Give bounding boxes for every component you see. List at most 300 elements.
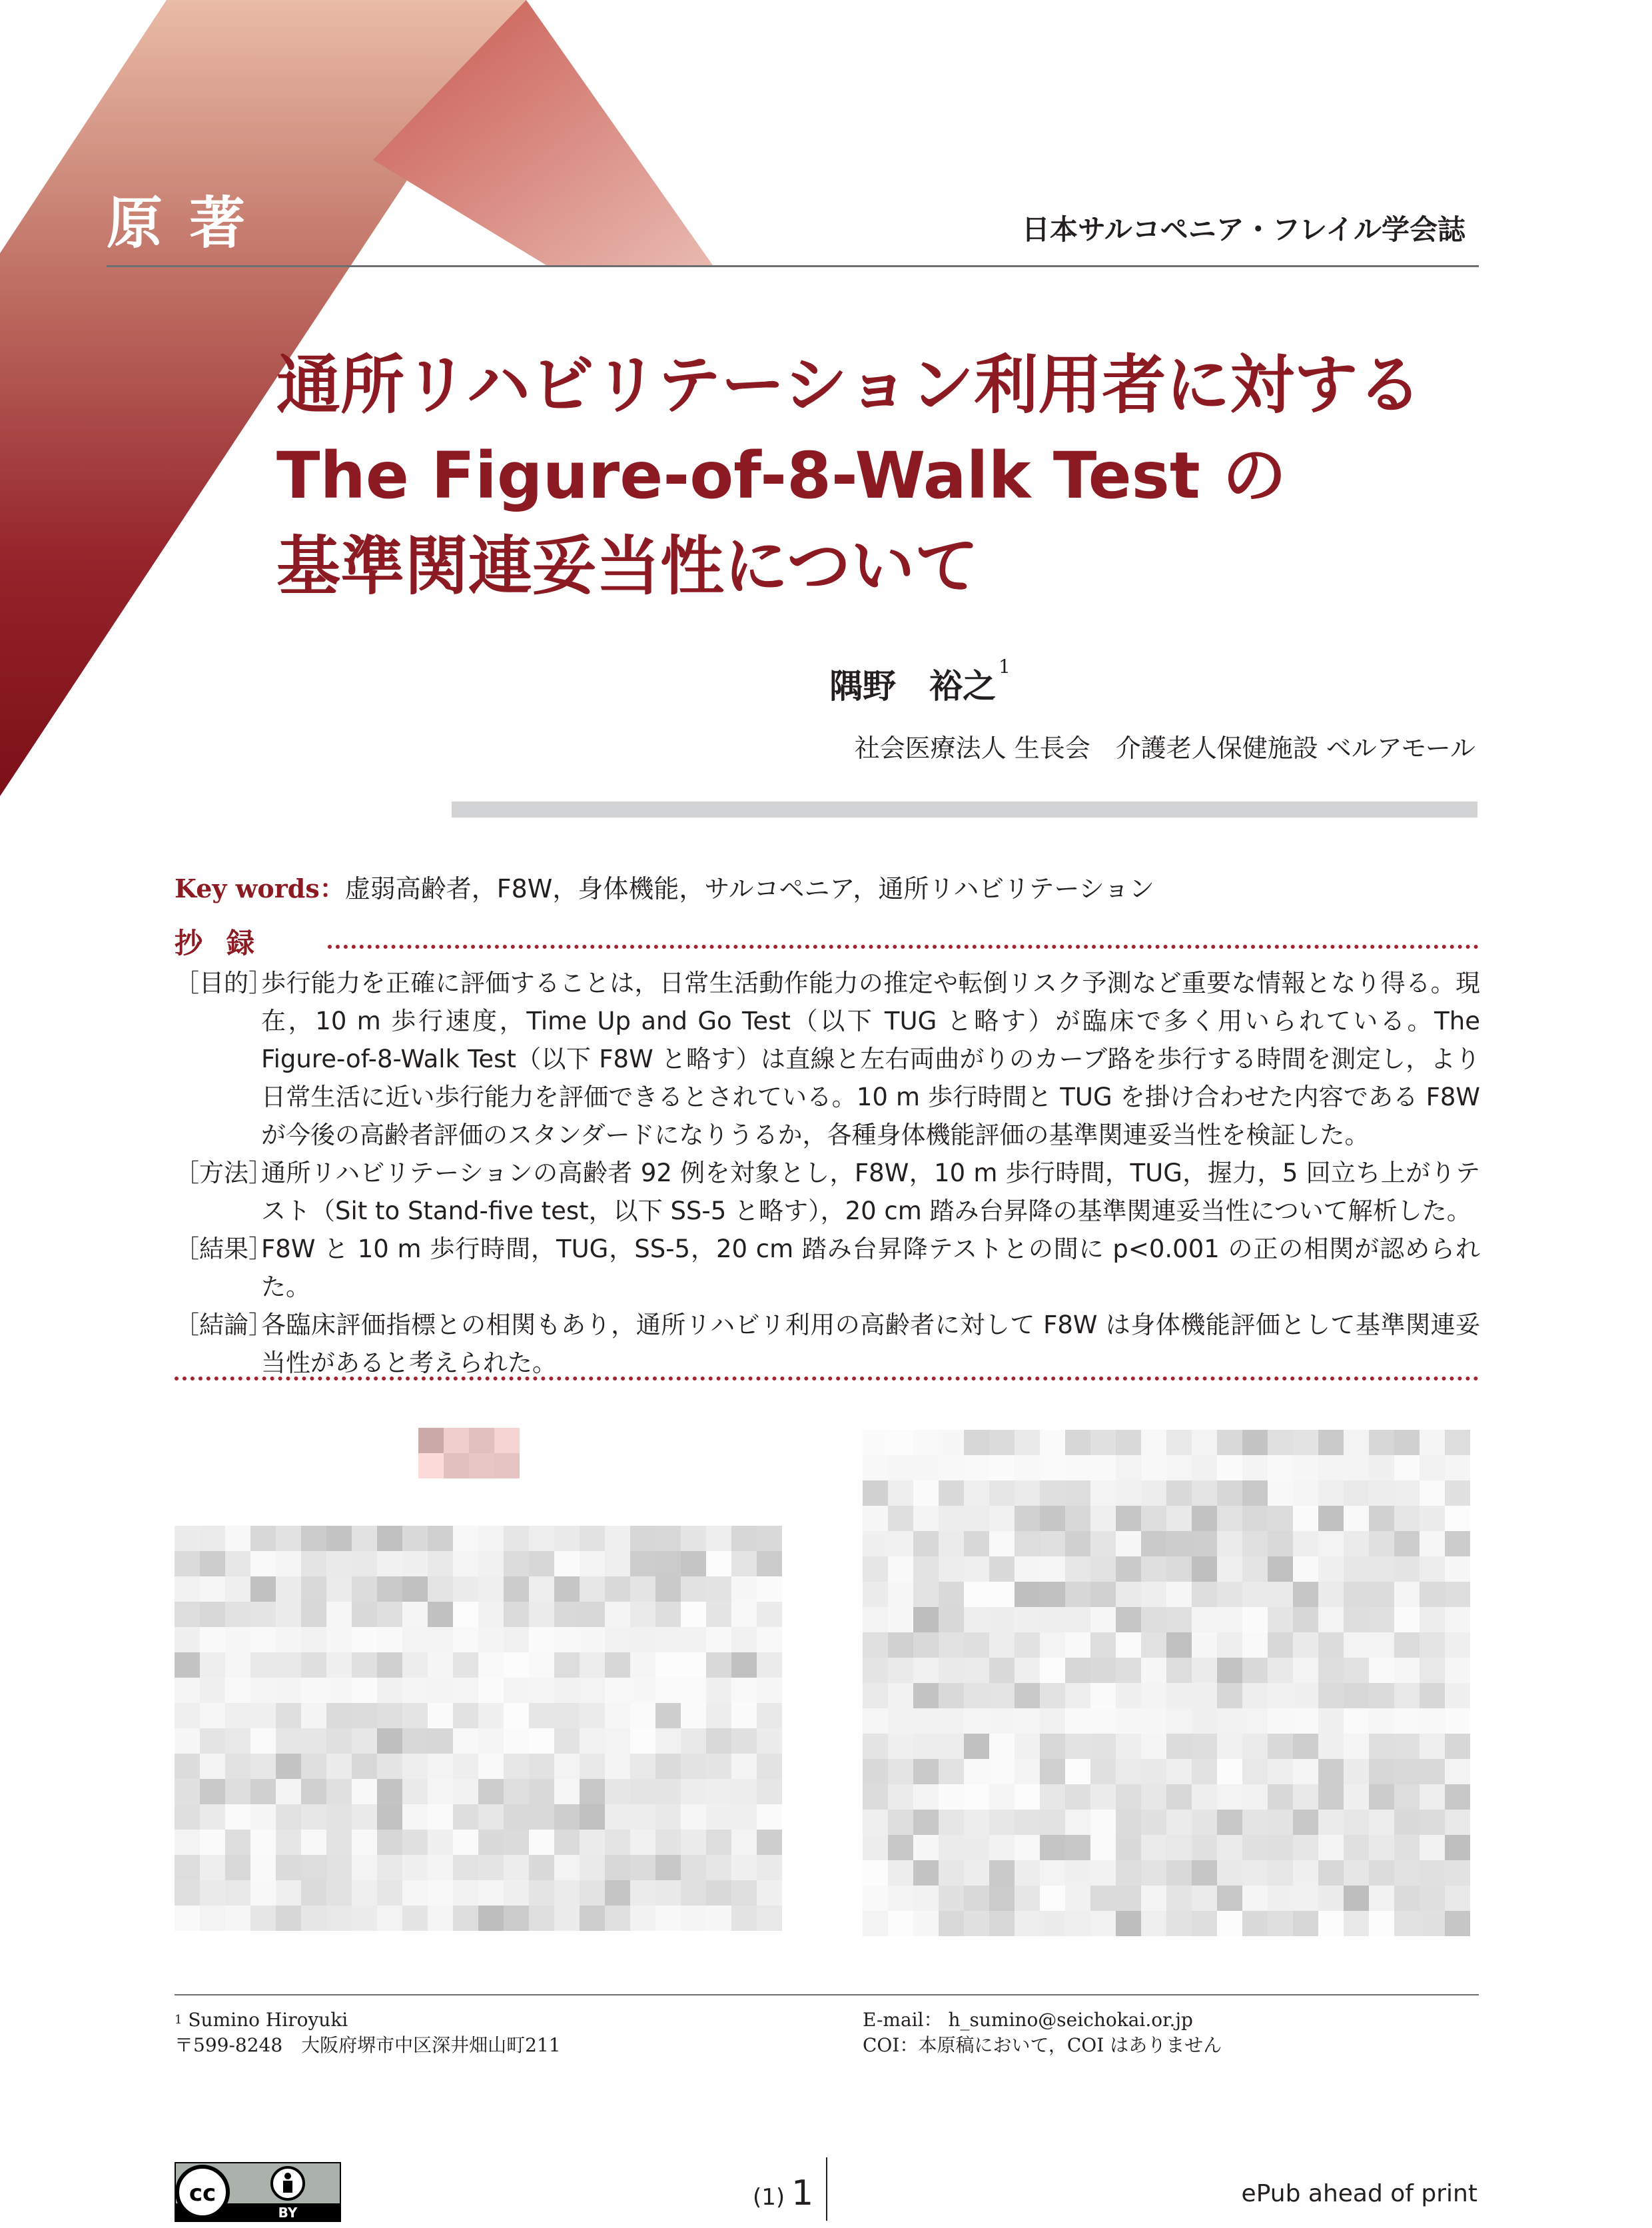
blurred-text-right-column	[863, 1430, 1479, 1952]
mosaic-cell	[428, 1728, 453, 1754]
mosaic-cell	[1293, 1531, 1318, 1556]
mosaic-cell	[250, 1830, 276, 1855]
mosaic-cell	[863, 1784, 888, 1810]
mosaic-cell	[1015, 1911, 1040, 1936]
mosaic-cell	[301, 1678, 326, 1703]
mosaic-cell	[706, 1880, 731, 1906]
mosaic-cell	[1344, 1582, 1369, 1607]
mosaic-cell	[1242, 1582, 1268, 1607]
mosaic-cell	[1192, 1810, 1217, 1835]
mosaic-cell	[706, 1855, 731, 1880]
mosaic-cell	[301, 1880, 326, 1906]
mosaic-cell	[200, 1652, 225, 1678]
mosaic-cell	[630, 1678, 655, 1703]
mosaic-cell	[478, 1728, 504, 1754]
mosaic-cell	[605, 1602, 630, 1627]
mosaic-cell	[1217, 1810, 1242, 1835]
mosaic-cell	[1040, 1430, 1065, 1455]
mosaic-cell	[1394, 1683, 1420, 1708]
mosaic	[863, 1430, 1479, 1952]
mosaic-cell	[1420, 1911, 1445, 1936]
mosaic-cell	[326, 1804, 352, 1830]
mosaic-cell	[1369, 1759, 1394, 1784]
section-label: ［方法］	[175, 1159, 273, 1187]
mosaic-cell	[1166, 1632, 1192, 1658]
mosaic-cell	[1420, 1506, 1445, 1531]
mosaic-cell	[964, 1759, 989, 1784]
mosaic-cell	[1090, 1708, 1116, 1734]
mosaic-cell	[200, 1855, 225, 1880]
mosaic-cell	[1268, 1886, 1293, 1911]
mosaic-cell	[554, 1830, 580, 1855]
mosaic-cell	[706, 1652, 731, 1678]
mosaic-cell	[377, 1652, 402, 1678]
mosaic-cell	[605, 1728, 630, 1754]
mosaic-cell	[301, 1855, 326, 1880]
mosaic-cell	[939, 1784, 964, 1810]
mosaic-cell	[478, 1627, 504, 1652]
mosaic-cell	[1116, 1531, 1141, 1556]
mosaic-cell	[913, 1430, 939, 1455]
mosaic-cell	[352, 1804, 377, 1830]
mosaic-cell	[504, 1652, 529, 1678]
mosaic-cell	[681, 1576, 706, 1602]
mosaic-cell	[888, 1734, 913, 1759]
mosaic-cell	[706, 1602, 731, 1627]
mosaic-cell	[1268, 1658, 1293, 1683]
mosaic-cell	[655, 1526, 681, 1551]
mosaic-cell	[1369, 1810, 1394, 1835]
section-label: ［結果］	[175, 1235, 273, 1263]
mosaic-cell	[326, 1728, 352, 1754]
mosaic-cell	[964, 1531, 989, 1556]
mosaic-cell	[1217, 1759, 1242, 1784]
mosaic-cell	[402, 1551, 428, 1576]
mosaic-cell	[1268, 1556, 1293, 1582]
mosaic-cell	[453, 1855, 478, 1880]
mosaic-cell	[428, 1880, 453, 1906]
mosaic-cell	[1217, 1886, 1242, 1911]
mosaic-cell	[276, 1779, 301, 1804]
mosaic-cell	[964, 1506, 989, 1531]
mosaic-cell	[1116, 1455, 1141, 1480]
mosaic-cell	[1166, 1734, 1192, 1759]
mosaic-cell	[913, 1480, 939, 1506]
mosaic-cell	[1293, 1708, 1318, 1734]
mosaic-cell	[706, 1526, 731, 1551]
mosaic-cell	[175, 1678, 200, 1703]
section-text: 通所リハビリテーションの高齢者 92 例を対象とし，F8W，10 m 歩行時間，TUG，握力，5 回立ち上がりテスト（Sit to Stand-five test，以下 SS-5 と略す），20 cm 踏み台昇降の基準関連妥当性について解析した。	[261, 1159, 1480, 1225]
mosaic-cell	[1420, 1759, 1445, 1784]
mosaic-cell	[352, 1703, 377, 1728]
mosaic-cell	[655, 1703, 681, 1728]
mosaic-cell	[1040, 1810, 1065, 1835]
mosaic-cell	[1369, 1632, 1394, 1658]
mosaic-cell	[250, 1576, 276, 1602]
mosaic-cell	[580, 1526, 605, 1551]
mosaic-cell	[1318, 1810, 1344, 1835]
mosaic-cell	[1344, 1734, 1369, 1759]
mosaic-cell	[1420, 1531, 1445, 1556]
mosaic-cell	[352, 1754, 377, 1779]
mosaic-cell	[989, 1430, 1015, 1455]
mosaic-cell	[1242, 1835, 1268, 1860]
mosaic-cell	[1090, 1582, 1116, 1607]
mosaic-cell	[1141, 1455, 1166, 1480]
mosaic-cell	[655, 1627, 681, 1652]
mosaic-cell	[757, 1906, 782, 1931]
mosaic-cell	[1318, 1911, 1344, 1936]
mosaic-cell	[1344, 1607, 1369, 1632]
mosaic-cell	[250, 1855, 276, 1880]
mosaic-cell	[554, 1576, 580, 1602]
mosaic-cell	[225, 1906, 250, 1931]
mosaic-cell	[478, 1652, 504, 1678]
mosaic-cell	[964, 1708, 989, 1734]
mosaic-cell	[1344, 1708, 1369, 1734]
mosaic-cell	[989, 1835, 1015, 1860]
mosaic-cell	[276, 1880, 301, 1906]
mosaic-cell	[1192, 1784, 1217, 1810]
mosaic-cell	[1141, 1632, 1166, 1658]
mosaic-cell	[630, 1703, 655, 1728]
title-line-1: 通所リハビリテーション利用者に対する	[276, 348, 1422, 422]
mosaic-cell	[377, 1855, 402, 1880]
page-number-value: 1	[791, 2173, 814, 2213]
mosaic-cell	[1141, 1734, 1166, 1759]
mosaic-cell	[1344, 1810, 1369, 1835]
mosaic-cell	[504, 1906, 529, 1931]
mosaic	[418, 1428, 540, 1478]
section-text: F8W と 10 m 歩行時間，TUG，SS-5，20 cm 踏み台昇降テストとの間に p<0.001 の正の相関が認められた。	[261, 1235, 1480, 1301]
mosaic-cell	[1015, 1683, 1040, 1708]
mosaic-cell	[529, 1880, 554, 1906]
mosaic-cell	[939, 1810, 964, 1835]
mosaic-cell	[1445, 1607, 1470, 1632]
mosaic-cell	[731, 1779, 757, 1804]
mosaic-cell	[1141, 1607, 1166, 1632]
mosaic-cell	[1116, 1430, 1141, 1455]
mosaic-cell	[1015, 1784, 1040, 1810]
mosaic-cell	[1318, 1860, 1344, 1886]
mosaic-cell	[655, 1804, 681, 1830]
mosaic-cell	[939, 1683, 964, 1708]
mosaic-cell	[681, 1779, 706, 1804]
mosaic-cell	[1192, 1886, 1217, 1911]
mosaic-cell	[757, 1804, 782, 1830]
mosaic-cell	[529, 1526, 554, 1551]
mosaic-cell	[554, 1551, 580, 1576]
mosaic-cell	[326, 1652, 352, 1678]
mosaic-cell	[1318, 1784, 1344, 1810]
mosaic-cell	[1192, 1759, 1217, 1784]
mosaic-cell	[888, 1531, 913, 1556]
mosaic-cell	[939, 1455, 964, 1480]
mosaic-cell	[1141, 1556, 1166, 1582]
mosaic-cell	[1445, 1556, 1470, 1582]
mosaic-cell	[1065, 1632, 1090, 1658]
mosaic-cell	[301, 1804, 326, 1830]
mosaic-cell	[1369, 1658, 1394, 1683]
mosaic-cell	[1369, 1455, 1394, 1480]
mosaic-cell	[863, 1886, 888, 1911]
mosaic-cell	[225, 1779, 250, 1804]
mosaic-cell	[377, 1602, 402, 1627]
mosaic-cell	[1318, 1582, 1344, 1607]
mosaic-cell	[580, 1830, 605, 1855]
mosaic-cell	[706, 1576, 731, 1602]
coi-statement: COI：本原稿において，COI はありません	[863, 2034, 1222, 2056]
svg-text:cc: cc	[189, 2180, 216, 2207]
mosaic-cell	[681, 1703, 706, 1728]
mosaic-cell	[1318, 1734, 1344, 1759]
mosaic-cell	[1040, 1860, 1065, 1886]
mosaic-cell	[478, 1906, 504, 1931]
mosaic-cell	[681, 1804, 706, 1830]
mosaic-cell	[1015, 1455, 1040, 1480]
mosaic-cell	[863, 1556, 888, 1582]
mosaic-cell	[913, 1759, 939, 1784]
mosaic-cell	[504, 1779, 529, 1804]
mosaic-cell	[276, 1830, 301, 1855]
mosaic-cell	[888, 1430, 913, 1455]
mosaic-cell	[1090, 1480, 1116, 1506]
mosaic-cell	[200, 1526, 225, 1551]
mosaic-cell	[1318, 1506, 1344, 1531]
mosaic-cell	[326, 1830, 352, 1855]
mosaic-cell	[630, 1652, 655, 1678]
mosaic-cell	[1344, 1759, 1369, 1784]
mosaic-cell	[1040, 1506, 1065, 1531]
mosaic-cell	[478, 1678, 504, 1703]
mosaic-cell	[1318, 1835, 1344, 1860]
mosaic-cell	[250, 1906, 276, 1931]
mosaic-cell	[1065, 1607, 1090, 1632]
mosaic-cell	[326, 1906, 352, 1931]
mosaic-cell	[1116, 1607, 1141, 1632]
mosaic-cell	[402, 1526, 428, 1551]
mosaic-cell	[402, 1830, 428, 1855]
mosaic-cell	[352, 1627, 377, 1652]
mosaic-cell	[863, 1506, 888, 1531]
mosaic-cell	[1040, 1708, 1065, 1734]
journal-name: 日本サルコペニア・フレイル学会誌	[1021, 213, 1465, 246]
mosaic-cell	[1141, 1759, 1166, 1784]
mosaic-cell	[1268, 1455, 1293, 1480]
mosaic-cell	[402, 1804, 428, 1830]
mosaic-cell	[731, 1652, 757, 1678]
mosaic-cell	[1242, 1455, 1268, 1480]
mosaic-cell	[706, 1754, 731, 1779]
mosaic-cell	[326, 1779, 352, 1804]
mosaic-cell	[964, 1556, 989, 1582]
mosaic-cell	[989, 1708, 1015, 1734]
mosaic-cell	[225, 1678, 250, 1703]
mosaic-cell	[1242, 1480, 1268, 1506]
mosaic-cell	[681, 1906, 706, 1931]
mosaic-cell	[863, 1582, 888, 1607]
mosaic-cell	[1015, 1531, 1040, 1556]
mosaic-cell	[1040, 1784, 1065, 1810]
mosaic-cell	[989, 1734, 1015, 1759]
mosaic-cell	[913, 1683, 939, 1708]
mosaic-cell	[504, 1880, 529, 1906]
mosaic-cell	[478, 1602, 504, 1627]
mosaic-cell	[681, 1526, 706, 1551]
mosaic-cell	[989, 1582, 1015, 1607]
mosaic-cell	[630, 1804, 655, 1830]
mosaic-cell	[630, 1906, 655, 1931]
mosaic-cell	[913, 1607, 939, 1632]
abstract-label: 抄録	[175, 927, 279, 959]
mosaic-cell	[1420, 1658, 1445, 1683]
mosaic-cell	[428, 1804, 453, 1830]
mosaic-cell	[1065, 1430, 1090, 1455]
mosaic-cell	[731, 1526, 757, 1551]
mosaic-cell	[402, 1627, 428, 1652]
mosaic-cell	[402, 1779, 428, 1804]
mosaic-cell	[1445, 1835, 1470, 1860]
mosaic-cell	[1344, 1886, 1369, 1911]
mosaic-cell	[326, 1627, 352, 1652]
mosaic-cell	[1065, 1455, 1090, 1480]
mosaic-cell	[529, 1551, 554, 1576]
mosaic-cell	[276, 1855, 301, 1880]
mosaic-cell	[1065, 1734, 1090, 1759]
keywords	[175, 868, 1154, 905]
author	[829, 656, 1011, 708]
mosaic-cell	[1116, 1658, 1141, 1683]
mosaic-cell	[1217, 1430, 1242, 1455]
mosaic-cell	[1369, 1582, 1394, 1607]
mosaic-cell	[757, 1526, 782, 1551]
mosaic-cell	[580, 1678, 605, 1703]
mosaic-cell	[504, 1855, 529, 1880]
mosaic-cell	[301, 1526, 326, 1551]
author-name: 隅野 裕之	[829, 666, 996, 706]
mosaic-cell	[655, 1906, 681, 1931]
mosaic-cell	[888, 1835, 913, 1860]
mosaic-cell	[1065, 1759, 1090, 1784]
mosaic-cell	[1141, 1683, 1166, 1708]
mosaic-cell	[469, 1428, 494, 1453]
mosaic-cell	[402, 1602, 428, 1627]
mosaic-cell	[1268, 1708, 1293, 1734]
mosaic-cell	[326, 1754, 352, 1779]
mosaic-cell	[1217, 1683, 1242, 1708]
mosaic-cell	[1344, 1632, 1369, 1658]
mosaic-cell	[1268, 1430, 1293, 1455]
mosaic-cell	[655, 1880, 681, 1906]
mosaic-cell	[428, 1830, 453, 1855]
mosaic-cell	[939, 1632, 964, 1658]
mosaic-cell	[939, 1556, 964, 1582]
mosaic-cell	[913, 1455, 939, 1480]
mosaic-cell	[1040, 1759, 1065, 1784]
mosaic-cell	[731, 1703, 757, 1728]
mosaic-cell	[478, 1779, 504, 1804]
mosaic-cell	[428, 1551, 453, 1576]
mosaic-cell	[1192, 1430, 1217, 1455]
mosaic-cell	[888, 1582, 913, 1607]
mosaic-cell	[1394, 1810, 1420, 1835]
mosaic-cell	[554, 1678, 580, 1703]
mosaic-cell	[731, 1906, 757, 1931]
mosaic-cell	[504, 1703, 529, 1728]
mosaic-cell	[681, 1602, 706, 1627]
mosaic-cell	[1217, 1582, 1242, 1607]
mosaic-cell	[1217, 1860, 1242, 1886]
mosaic-cell	[453, 1526, 478, 1551]
mosaic-cell	[504, 1830, 529, 1855]
mosaic-cell	[428, 1779, 453, 1804]
mosaic-cell	[276, 1576, 301, 1602]
mosaic-cell	[757, 1652, 782, 1678]
mosaic-cell	[428, 1678, 453, 1703]
mosaic-cell	[377, 1804, 402, 1830]
mosaic-cell	[580, 1804, 605, 1830]
blurred-text-left-column	[175, 1526, 787, 1952]
mosaic-cell	[1116, 1632, 1141, 1658]
section-text: 歩行能力を正確に評価することは，日常生活動作能力の推定や転倒リスク予測など重要な情報となり得る。現在，10 m 歩行速度，Time Up and Go Test（以下 TUG と略す）が臨床で多く用いられている。The Figure-of-8-Walk Test（以下 F8W と略す）は直線と左右両曲がりのカーブ路を歩行する時間を測定し，より日常生活に近い歩行能力を評価できるとされている。10 m 歩行時間と TUG を掛け合わせた内容である F8W が今後の高齢者評価のスタンダードになりうるか，各種身体機能評価の基準関連妥当性を検証した。	[261, 969, 1480, 1149]
mosaic-cell	[301, 1576, 326, 1602]
mosaic-cell	[964, 1430, 989, 1455]
mosaic-cell	[1065, 1480, 1090, 1506]
mosaic-cell	[655, 1602, 681, 1627]
mosaic-cell	[1394, 1430, 1420, 1455]
mosaic-cell	[504, 1754, 529, 1779]
mosaic-cell	[250, 1880, 276, 1906]
mosaic-cell	[175, 1526, 200, 1551]
mosaic-cell	[605, 1703, 630, 1728]
mosaic-cell	[444, 1428, 469, 1453]
mosaic-cell	[580, 1551, 605, 1576]
mosaic-cell	[863, 1632, 888, 1658]
mosaic-cell	[1166, 1455, 1192, 1480]
mosaic-cell	[1242, 1683, 1268, 1708]
mosaic-cell	[1394, 1759, 1420, 1784]
mosaic-cell	[605, 1804, 630, 1830]
mosaic-cell	[939, 1911, 964, 1936]
mosaic-cell	[554, 1703, 580, 1728]
mosaic-cell	[757, 1576, 782, 1602]
mosaic-cell	[529, 1754, 554, 1779]
mosaic-cell	[964, 1734, 989, 1759]
mosaic-cell	[1141, 1506, 1166, 1531]
mosaic-cell	[706, 1678, 731, 1703]
mosaic-cell	[250, 1627, 276, 1652]
mosaic-cell	[453, 1703, 478, 1728]
mosaic-cell	[529, 1576, 554, 1602]
mosaic-cell	[453, 1678, 478, 1703]
mosaic-cell	[1065, 1835, 1090, 1860]
mosaic-cell	[1344, 1430, 1369, 1455]
mosaic-cell	[225, 1602, 250, 1627]
mosaic-cell	[1040, 1480, 1065, 1506]
mosaic-cell	[655, 1779, 681, 1804]
mosaic-cell	[1369, 1734, 1394, 1759]
mosaic-cell	[1192, 1531, 1217, 1556]
mosaic-cell	[1217, 1506, 1242, 1531]
mosaic-cell	[377, 1627, 402, 1652]
page-number	[753, 2173, 813, 2213]
cc-by-license-icon	[175, 2162, 341, 2222]
mosaic-cell	[1065, 1582, 1090, 1607]
mosaic-cell	[989, 1455, 1015, 1480]
mosaic-cell	[225, 1703, 250, 1728]
mosaic-cell	[1242, 1556, 1268, 1582]
mosaic-cell	[1369, 1480, 1394, 1506]
